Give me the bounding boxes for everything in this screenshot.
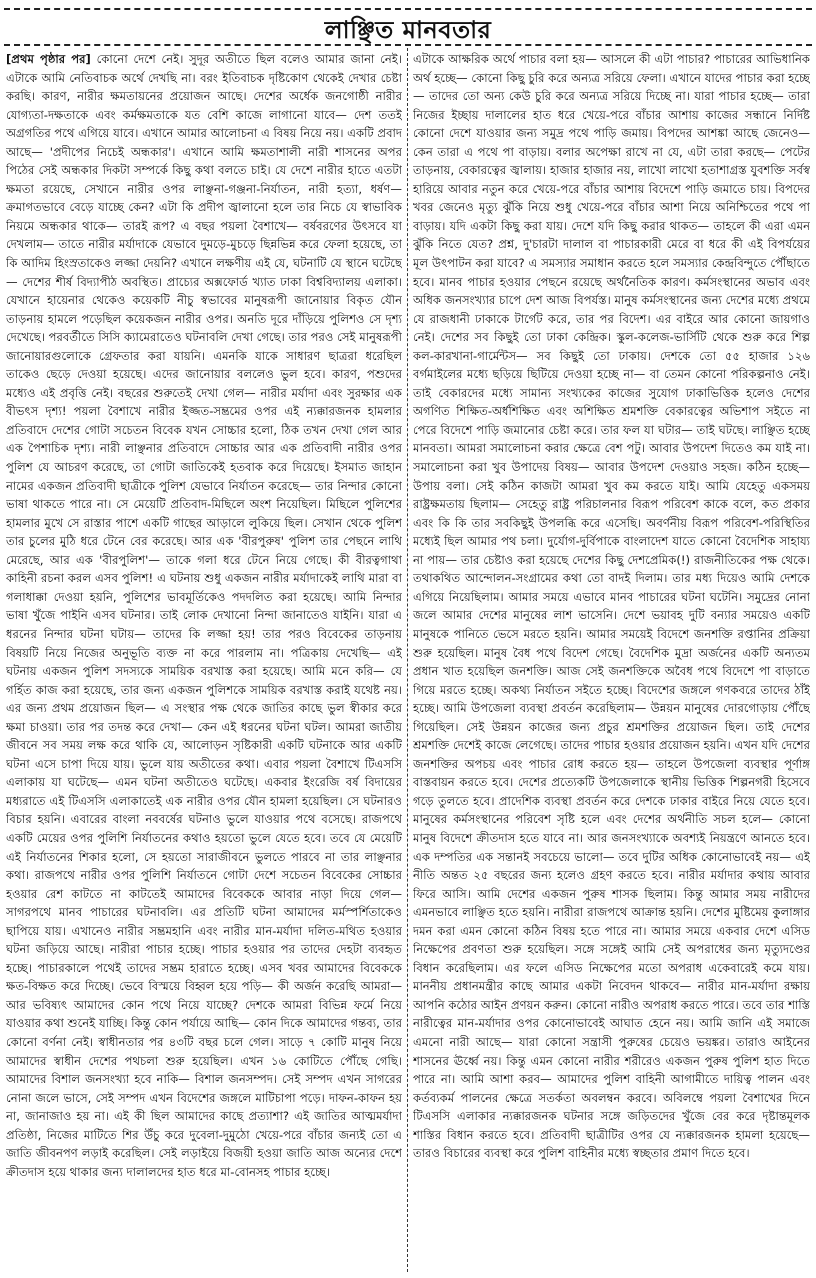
right-column-text: এটাকে আক্ষরিক অর্থে পাচার বলা হয়— আসলে কী এটা পাচার? পাচারের আভিধানিক অর্থ হচ্ছে— কোনো কিছু চুরি করে অন্যত্র সরিয়ে ফেলা। এখানে যাদের পাচার করা হচ্ছে— তাদের তো অন্য কেউ চুরি করে অন্যত্র সরিয়ে দিচ্ছে না। যারা পাচার হচ্ছে— তারা নিজের ইচ্ছায় দালালের হাত ধরে খেয়ে-পরে বাঁচার আশায় কাজের সন্ধানে নির্দিষ্ট কোনো দেশে যাওয়ার জন্য সমুদ্র পথে পাড়ি জমায়। বিপদের আশঙ্কা আছে জেনেও— কেন তারা এ পথে পা বাড়ায়। বলার অপেক্ষা রাখে না যে, এটা তারা করছে— পেটের তাড়নায়, বেকারত্বের জ্বালায়। হাজার হাজার নয়, লাখো লাখো হতাশাগ্রস্ত যুবশক্তি সর্বস্ব হারিয়ে আবার নতুন করে খেয়ে-পরে বাঁচার আশায় বিদেশে পাড়ি জমাতে চায়। বিপদের খবর জেনেও মৃত্যু ঝুঁকি নিয়ে শুধু খেয়ে-পরে বাঁচার আশা নিয়ে অনিশ্চিতের পথে পা বাড়ায়। যদি একটা কিছু করা যায়। দেশে যদি কিছু করার থাকত— তাহলে কী এরা এমন ঝুঁকি নিতে যেত? প্রশ্ন, দু'চারটা দালাল বা পাচারকারী মেরে বা ধরে কী এই বিপর্যয়ের মূল উৎপাটন করা যাবে? এ সমস্যার সমাধান করতে হলে সমস্যার কেন্দ্রবিন্দুতে পৌঁছাতে হবে। মানব পাচার হওয়ার পেছনে রয়েছে অর্থনৈতিক কারণ। কর্মসংস্থানের অভাব এবং অধিক জনসংখ্যার চাপে দেশ আজ বিপর্যস্ত। মানুষ কর্মসংস্থানের জন্য দেশের মধ্যে প্রথমে যে রাজধানী ঢাকাকে টার্গেট করে, তার পর বিদেশ। এর বাইরে আর কোনো জায়গাও নেই। দেশের সব কিছুই তো ঢাকা কেন্দ্রিক। স্কুল-কলেজ-ভার্সিটি থেকে শুরু করে শিল্প কল-কারখানা-গার্মেন্টস— সব কিছুই তো ঢাকায়। দেশকে তো ৫৫ হাজার ১২৬ বর্গমাইলের মধ্যে ছড়িয়ে ছিটিয়ে দেওয়া হচ্ছে না— বা তেমন কোনো পরিকল্পনাও নেই। তাই বেকারদের মধ্যে সামান্য সংখ্যকের কাজের সুযোগ ঢাকাভিত্তিক হলেও দেশের অগণিত শিক্ষিত-অর্ধশিক্ষিত এবং অশিক্ষিত শ্রমশক্তি বেকারত্বের অভিশাপ সইতে না পেরে বিদেশে পাড়ি জমানোর চেষ্টা করে। তার ফল যা ঘটার— তাই ঘটছে। লাঞ্ছিত হচ্ছে মানবতা। আমরা সমালোচনা করার ক্ষেত্রে বেশ পটু। আবার উপদেশ দিতেও কম যাই না। সমালোচনা করা খুব উপাদেয় বিষয়— আবার উপদেশ দেওয়াও সহজ। কঠিন হচ্ছে— উপায় বলা। সেই কঠিন কাজটা আমরা খুব কম করতে যাই। আমি যেহেতু একসময় রাষ্ট্রক্ষমতায় ছিলাম— সেহেতু রাষ্ট্র পরিচালনার বিরূপ পরিবেশ কাকে বলে, কত প্রকার এবং কি কি তার সবকিছুই উপলব্ধি করে এসেছি। অবর্ণনীয় বিরূপ পরিবেশ-পরিস্থিতির মধ্যেই ছিল আমার পথ চলা। দুর্যোগ-দুর্বিপাকে বাংলাদেশ যাতে কোনো বৈদেশিক সাহায্য না পায়— তার চেষ্টাও করা হয়েছে দেশের কিছু দেশপ্রেমিক(!) রাজনীতিকের পক্ষ থেকে। তথাকথিত আন্দোলন-সংগ্রামের কথা তো বাদই দিলাম। তার মধ্য দিয়েও আমি দেশকে এগিয়ে নিয়েছিলাম। আমার সময়ে এভাবে মানব পাচারের ঘটনা ঘটেনি। সমুদ্রের নোনা জলে আমার দেশের মানুষের লাশ ভাসেনি। দেশে ভয়াবহ দুটি বন্যার সময়েও একটি মানুষকে পানিতে ভেসে মরতে হয়নি। আমার সময়েই বিদেশে জনশক্তি রপ্তানির প্রক্রিয়া শুরু হয়েছিল। মানুষ বৈধ পথে বিদেশ গেছে। বৈদেশিক মুদ্রা অর্জনের একটি অন্যতম প্রধান খাত হয়েছিল জনশক্তি। আজ সেই জনশক্তিকে অবৈধ পথে বিদেশে পা বাড়াতে গিয়ে মরতে হচ্ছে। অকথ্য নির্যাতন সইতে হচ্ছে। বিদেশের জঙ্গলে গণকবরে তাদের ঠাঁই হচ্ছে। আমি উপজেলা ব্যবস্থা প্রবর্তন করেছিলাম— উন্নয়ন মানুষের দোরগোড়ায় পৌঁছে গিয়েছিল। সেই উন্নয়ন কাজের জন্য প্রচুর শ্রমশক্তির প্রয়োজন ছিল। তাই দেশের শ্রমশক্তি দেশেই কাজে লেগেছে। তাদের পাচার হওয়ার প্রয়োজন হয়নি। এখন যদি দেশের জনশক্তির অপচয় এবং পাচার রোধ করতে হয়— তাহলে উপজেলা ব্যবস্থার পূর্ণাঙ্গ বাস্তবায়ন করতে হবে। দেশের প্রত্যেকটি উপজেলাকে স্থানীয় ভিত্তিক শিল্পনগরী হিসেবে গড়ে তুলতে হবে। প্রাদেশিক ব্যবস্থা প্রবর্তন করে দেশকে ঢাকার বাইরে নিয়ে যেতে হবে। মানুষের কর্মসংস্থানের পরিবেশ সৃষ্টি হলে এবং দেশের অর্থনীতি সচল হলে— কোনো মানুষ বিদেশে ক্রীতদাস হতে যাবে না। আর জনসংখ্যাকে অবশ্যই নিয়ন্ত্রণে আনতে হবে। এক দম্পতির এক সন্তানই সবচেয়ে ভালো— তবে দুটির অধিক কোনোভাবেই নয়— এই নীতি অন্তত ২৫ বছরের জন্য হলেও গ্রহণ করতে হবে। নারীর মর্যাদার কথায় আবার ফিরে আসি। আমি দেশের একজন পুরুষ শাসক ছিলাম। কিন্তু আমার সময় নারীদের এমনভাবে লাঞ্ছিত হতে হয়নি। নারীরা রাজপথে আক্রান্ত হয়নি। দেশের মুষ্টিমেয় কুলাঙ্গার দমন করা এমন কোনো কঠিন বিষয় হতে পারে না। আমার সময়ে একবার দেশে এসিড নিক্ষেপের প্রবণতা শুরু হয়েছিল। সঙ্গে সঙ্গেই আমি সেই অপরাধের জন্য মৃত্যুদণ্ডের বিধান করেছিলাম। এর ফলে এসিড নিক্ষেপের মতো অপরাধ একেবারেই কমে যায়। মাননীয় প্রধানমন্ত্রীর কাছে আমার একটা নিবেদন থাকবে— নারীর মান-মর্যাদা রক্ষায় আপনি কঠোর আইন প্রণয়ন করুন। কোনো নারীও অপরাধ করতে পারে। তবে তার শাস্তি নারীত্বের মান-মর্যাদার ওপর কোনোভাবেই আঘাত হেনে নয়। আমি জানি এই সমাজে এমনো নারী আছে— যারা কোনো সন্ত্রাসী পুরুষের চেয়েও ভয়ঙ্কর। তারাও আইনের শাসনের ঊর্ধ্বে নয়। কিন্তু এমন কোনো নারীর শরীরেও একজন পুরুষ পুলিশ হাত দিতে পারে না। আমি আশা করব— আমাদের পুলিশ বাহিনী আগামীতে দায়িত্ব পালন এবং কর্তব্যকর্ম পালনের ক্ষেত্রে সতর্কতা অবলম্বন করবে। অবিলম্বে পয়লা বৈশাখের দিনে টিএসসি এলাকার ন্যক্কারজনক ঘটনার সঙ্গে জড়িতদের খুঁজে বের করে দৃষ্টান্তমূলক শাস্তির বিধান করতে হবে। প্রতিবাদী ছাত্রীটির ওপর যে ন্যক্কারজনক হামলা হয়েছে— তারও বিচারের ব্যবস্থা করে পুলিশ বাহিনীর মধ্যে স্বচ্ছতার প্রমাণ দিতে হবে। [413,52,810,1161]
left-column-paragraph [6,50,402,1181]
article-column-right [413,50,810,1270]
title-dashed-rule [4,44,812,46]
top-dashed-rule [4,8,812,10]
left-column-text: কোনো দেশে নেই। সুদূর অতীতে ছিল বলেও আমার জানা নেই। এটাকে আমি নেতিবাচক অর্থে দেখছি না। বরং ইতিবাচক দৃষ্টিকোণ থেকেই দেখার চেষ্টা করছি। কারণ, নারীর ক্ষমতায়নের প্রয়োজন আছে। দেশের অর্ধেক জনগোষ্ঠী নারীর যোগ্যতা-দক্ষতাকে এবং কর্মক্ষমতাকে যত বেশি কাজে লাগানো যাবে— দেশ ততই অগ্রগতির পথে এগিয়ে যাবে। এখানে আমার আলোচনা এ বিষয় নিয়ে নয়। একটি প্রবাদ আছে— 'প্রদীপের নিচেই অন্ধকার'। এখানে আমি ক্ষমতাশালী নারী শাসনের অপর পিঠের সেই অন্ধকার দিকটা সম্পর্কে কিছু কথা বলতে চাই। যে দেশে নারীর হাতে এতটা ক্ষমতা রয়েছে, সেখানে নারীর ওপর লাঞ্ছনা-গঞ্জনা-নির্যাতন, নারী হত্যা, ধর্ষণ— ক্রমাগতভাবে বেড়ে যাচ্ছে কেন? এটা কি প্রদীপ জ্বালানো হলে তার নিচে যে স্বাভাবিক নিয়মে অন্ধকার থাকে— তারই রূপ? এ বছর পয়লা বৈশাখে— বর্ষবরণের উৎসবে যা দেখলাম— তাতে নারীর মর্যাদাকে যেভাবে দুমড়ে-মুচড়ে ছিন্নভিন্ন করে ফেলা হয়েছে, তা কি আদিম হিংস্রতাকেও লজ্জা দেয়নি? এখানে লক্ষণীয় এই যে, ঘটনাটি যে স্থানে ঘটেছে— দেশের শীর্ষ বিদ্যাপীঠ অবস্থিত। প্রাচ্যের অক্সফোর্ড খ্যাত ঢাকা বিশ্ববিদ্যালয় এলাকা। যেখানে হায়েনার থেকেও কয়েকটি নীচু স্বভাবের মানুষরূপী জানোয়ার বিকৃত যৌন তাড়নায় হামলে পড়েছিল কয়েকজন নারীর ওপর। অনতি দূরে দাঁড়িয়ে পুলিশও সে দৃশ্য দেখেছে। পরবর্তীতে সিসি ক্যামেরাতেও ঘটনাবলি দেখা গেছে। তার পরও সেই মানুষরূপী জানোয়ারগুলোকে গ্রেফতার করা যায়নি। এমনকি যাকে সাধারণ ছাত্ররা ধরেছিল তাকেও ছেড়ে দেওয়া হয়েছে। এদের জানোয়ার বললেও ভুল হবে। কারণ, পশুদের মধ্যেও এই প্রবৃত্তি নেই। বছরের শুরুতেই দেখা গেল— নারীর মর্যাদা এবং সুরক্ষার এক বীভৎস দৃশ্য! পয়লা বৈশাখে নারীর ইজ্জত-সম্ভ্রমের ওপর এই ন্যক্কারজনক হামলার প্রতিবাদে দেশের গোটা সচেতন বিবেক যখন সোচ্চার হলো, ঠিক তখন দেখা গেল আর এক পৈশাচিক দৃশ্য। নারী লাঞ্ছনার প্রতিবাদে সোচ্চার আর এক প্রতিবাদী নারীর ওপর পুলিশ যে আচরণ করেছে, তা গোটা জাতিকেই হতবাক করে দিয়েছে। ইসমাত জাহান নামের একজন প্রতিবাদী ছাত্রীকে পুলিশ যেভাবে নির্যাতন করেছে— তার নিন্দার কোনো ভাষা থাকতে পারে না। সে মেয়েটি প্রতিবাদ-মিছিলে অংশ নিয়েছিল। মিছিলে পুলিশের হামলার মুখে সে রাস্তার পাশে একটি গাছের আড়ালে লুকিয়ে ছিল। সেখান থেকে পুলিশ তার চুলের মুঠি ধরে টেনে বের করেছে। আর এক 'বীরপুরুষ' পুলিশ তার পেছনে লাথি মেরেছে, আর এক 'বীরপুলিশ'— তাকে গলা ধরে টেনে নিয়ে গেছে। কী বীরত্বগাথা কাহিনী রচনা করল এসব পুলিশ! এ ঘটনায় শুধু একজন নারীর মর্যাদাকেই লাথি মারা বা গলাধাক্কা দেওয়া হয়নি, পুলিশের ভাবমূর্তিকেও পদদলিত করা হয়েছে। আমি নিন্দার ভাষা খুঁজে পাইনি এসব ঘটনার। তাই লোক দেখানো নিন্দা জানাতেও যাইনি। যারা এ ধরনের নিন্দার ঘটনা ঘটায়— তাদের কি লজ্জা হয়! তার পরও বিবেকের তাড়নায় বিষয়টি নিয়ে নিজের অনুভূতি ব্যক্ত না করে পারলাম না। পত্রিকায় দেখেছি— এই ঘটনায় একজন পুলিশ সদস্যকে সাময়িক বরখাস্ত করা হয়েছে। আমি মনে করি— যে গর্হিত কাজ করা হয়েছে, তার জন্য একজন পুলিশকে সাময়িক বরখাস্ত করাই যথেষ্ট নয়। এর জন্য প্রথম প্রয়োজন ছিল— এ সংস্থার পক্ষ থেকে জাতির কাছে ভুল স্বীকার করে ক্ষমা চাওয়া। তার পর তদন্ত করে দেখা— কেন এই ধরনের ঘটনা ঘটল। আমরা জাতীয় জীবনে সব সময় লক্ষ করে থাকি যে, আলোড়ন সৃষ্টিকারী একটি ঘটনাকে আর একটি ঘটনা এসে চাপা দিয়ে যায়। ভুলে যায় অতীতের কথা। এবার পয়লা বৈশাখে টিএসসি এলাকায় যা ঘটেছে— এমন ঘটনা অতীতেও ঘটেছে। একবার ইংরেজি বর্ষ বিদায়ের মধ্যরাতে এই টিএসসি এলাকাতেই এক নারীর ওপর যৌন হামলা হয়েছিল। সে ঘটনারও বিচার হয়নি। এবারের বাংলা নববর্ষের ঘটনাও ভুলে যাওয়ার পথে বসেছে। রাজপথে একটি মেয়ের ওপর পুলিশি নির্যাতনের কথাও হয়তো ভুলে যেতে হবে। তবে যে মেয়েটি এই নির্যাতনের শিকার হলো, সে হয়তো সারাজীবনে ভুলতে পারবে না তার লাঞ্ছনার কথা। রাজপথে নারীর ওপর পুলিশি নির্যাতনে গোটা দেশে সচেতন বিবেকের সোচ্চার হওয়ার রেশ কাটতে না কাটতেই আমাদের বিবেককে আবার নাড়া দিয়ে গেল— সাগরপথে মানব পাচারের ঘটনাবলি। এর প্রতিটি ঘটনা আমাদের মর্মস্পর্শিতাকেও ছাপিয়ে যায়। এখানেও নারীর সম্ভ্রমহানি এবং নারীর মান-মর্যাদা দলিত-মথিত হওয়ার ঘটনা জড়িয়ে আছে। নারীরা পাচার হচ্ছে। পাচার হওয়ার পর তাদের দেহটা ব্যবহৃত হচ্ছে। পাচারকালে পথেই তাদের সম্ভ্রম হারাতে হচ্ছে। এসব খবর আমাদের বিবেককে ক্ষত-বিক্ষত করে দিচ্ছে। ভেবে বিস্ময়ে বিহ্বল হয়ে পড়ি— কী অর্জন করেছি আমরা— আর ভবিষ্যৎ আমাদের কোন পথে নিয়ে যাচ্ছে? দেশকে আমরা বিভিন্ন ফর্মে নিয়ে যাওয়ার কথা শুনেই যাচ্ছি। কিন্তু কোন পর্যায়ে আছি— কোন দিকে আমাদের গন্তব্য, তার কোনো বর্ণনা নেই। স্বাধীনতার পর ৪৩টি বছর চলে গেল। সাড়ে ৭ কোটি মানুষ নিয়ে আমাদের স্বাধীন দেশের পথচলা শুরু হয়েছিল। এখন ১৬ কোটিতে পৌঁছে গেছি। আমাদের বিশাল জনসংখ্যা হবে নাকি— বিশাল জনসম্পদ। সেই সম্পদ এখন সাগরের নোনা জলে ভাসে, সেই সম্পদ এখন বিদেশের জঙ্গলে মাটিচাপা পড়ে। দাফন-কাফন হয় না, জানাজাও হয় না। এই কী ছিল আমাদের কাছে প্রত্যাশা? এই জাতির আত্মমর্যাদা প্রতিষ্ঠা, নিজের মাটিতে শির উঁচু করে দুবেলা-দুমুঠো খেয়ে-পরে বাঁচার জন্যই তো এ জাতি জীবনপণ লড়াই করেছিল। সেই লড়াইয়ে বিজয়ী হওয়া জাতি আজ অন্যের দেশে ক্রীতদাস হয়ে থাকার জন্য দালালদের হাত ধরে মা-বোনসহ পাচার হচ্ছে। [6,52,402,1179]
continuation-marker: [প্রথম পৃষ্ঠার পর] [6,52,91,66]
column-divider [407,48,408,1272]
article-title: লাঞ্ছিত মানবতার [324,16,492,44]
article-column-left [6,50,402,1270]
